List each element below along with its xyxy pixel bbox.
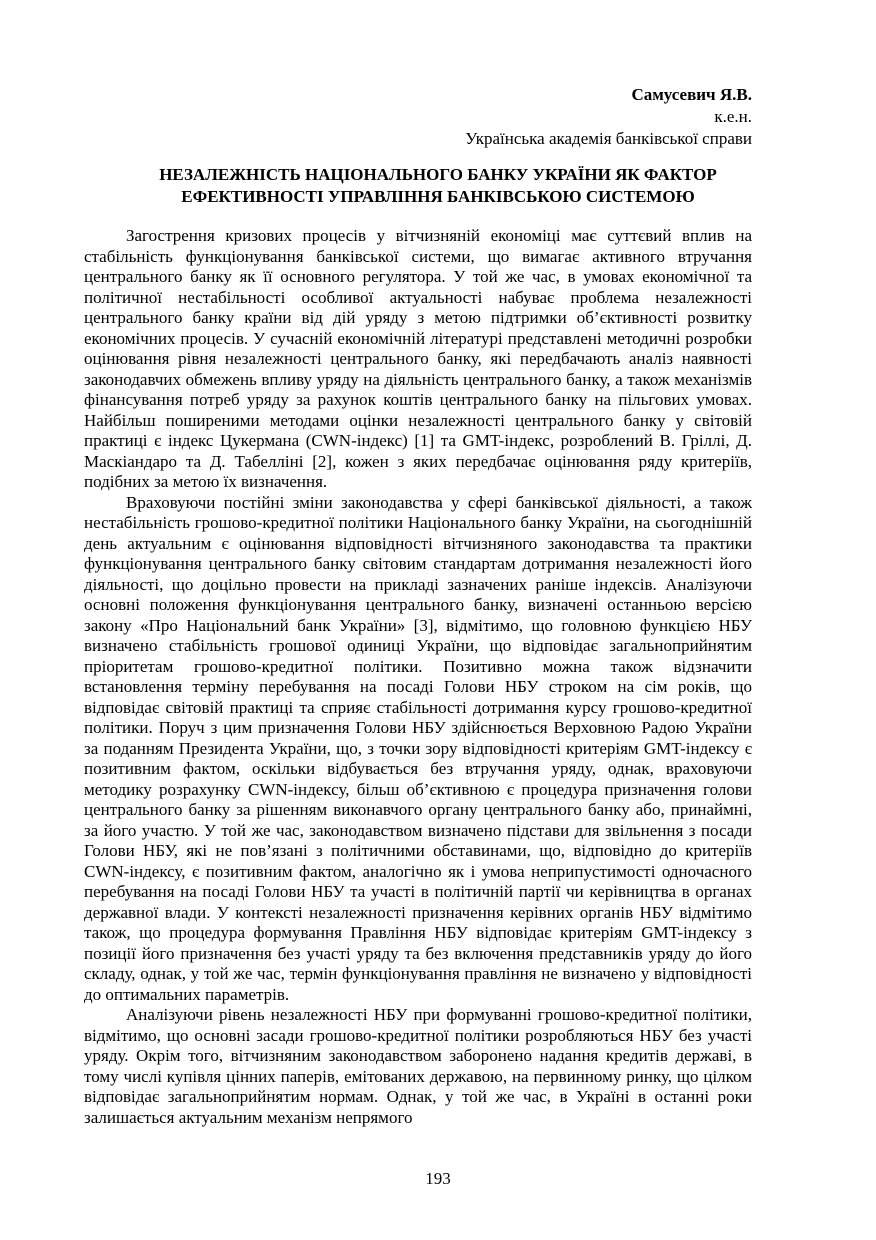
title-line-2: ЕФЕКТИВНОСТІ УПРАВЛІННЯ БАНКІВСЬКОЮ СИСТЕМОЮ bbox=[181, 187, 695, 206]
article-body bbox=[84, 226, 752, 1128]
page-number: 193 bbox=[425, 1169, 451, 1188]
author-degree: к.е.н. bbox=[714, 107, 752, 126]
body-paragraph-2: Враховуючи постійні зміни законодавства у сфері банківської діяльності, а також нестабільність грошово-кредитної політики Національного банку України, на сьогоднішній день актуальним є оцінювання відповідності вітчизняного законодавства та практики функціонування центрального банку світовим стандартам дотримання незалежності його діяльності, що доцільно провести на прикладі зазначених раніше індексів. Аналізуючи основні положення функціонування центрального банку, визначені останньою версією закону «Про Національний банк України» [3], відмітимо, що головною функцією НБУ визначено стабільність грошової одиниці України, що відповідає загальноприйнятим пріоритетам грошово-кредитної політики. Позитивно можна також відзначити встановлення терміну перебування на посаді Голови НБУ строком на сім років, що відповідає світовій практиці та сприяє стабільності дотримання курсу грошово-кредитної політики. Поруч з цим призначення Голови НБУ здійснюється Верховною Радою України за поданням Президента України, що, з точки зору відповідності критеріям GMT-індексу є позитивним фактом, оскільки відбувається без втручання уряду, однак, враховуючи методику розрахунку CWN-індексу, більш об’єктивною є процедура призначення голови центрального банку за рішенням виконавчого органу центрального банку або, принаймні, за його участю. У той же час, законодавством визначено підстави для звільнення з посади Голови НБУ, які не пов’язані з політичними обставинами, що, відповідно до критеріїв CWN-індексу, є позитивним фактом, аналогічно як і умова неприпустимості одночасного перебування на посаді Голови НБУ та участі в політичній партії чи керівництва в органах державної влади. У контексті незалежності призначення керівних органів НБУ відмітимо також, що процедура формування Правління НБУ відповідає критеріям GMT-індексу з позиції його призначення без участі уряду та без включення представників уряду до його складу, однак, у той же час, термін функціонування правління не визначено у відповідності до оптимальних параметрів. bbox=[84, 492, 752, 1004]
article-title bbox=[84, 164, 792, 208]
body-paragraph-3: Аналізуючи рівень незалежності НБУ при формуванні грошово-кредитної політики, відмітимо, що основні засади грошово-кредитної політики розробляються НБУ без участі уряду. Окрім того, вітчизняним законодавством заборонено надання кредитів державі, в тому числі купівля цінних паперів, емітованих державою, на первинному ринку, що цілком відповідає загальноприйнятим нормам. Однак, у той же час, в Україні в останні роки залишається актуальним механізм непрямого bbox=[84, 1005, 752, 1127]
author-block bbox=[84, 84, 752, 150]
title-line-1: НЕЗАЛЕЖНІСТЬ НАЦІОНАЛЬНОГО БАНКУ УКРАЇНИ ЯК ФАКТОР bbox=[159, 165, 717, 184]
author-name: Самусевич Я.В. bbox=[631, 85, 752, 104]
body-paragraph-1: Загострення кризових процесів у вітчизняній економіці має суттєвий вплив на стабільність функціонування банківської системи, що вимагає активного втручання центрального банку як її основного регулятора. У той же час, в умовах економічної та політичної нестабільності особливої актуальності набуває проблема незалежності центрального банку країни від дій уряду з метою підтримки об’єктивності розвитку економічних процесів. У сучасній економічній літературі представлені методичні розробки оцінювання рівня незалежності центрального банку, які передбачають аналіз наявності законодавчих обмежень впливу уряду на діяльність центрального банку, а також механізмів фінансування потреб уряду за рахунок коштів центрального банку на пільгових умовах. Найбільш поширеними методами оцінки незалежності центрального банку у світовій практиці є індекс Цукермана (CWN-індекс) [1] та GMT-індекс, розроблений В. Гріллі, Д. Маскіандаро та Д. Табелліні [2], кожен з яких передбачає оцінювання ряду критеріїв, подібних за метою їх визначення. bbox=[84, 226, 752, 491]
author-affiliation: Українська академія банківської справи bbox=[465, 129, 752, 148]
